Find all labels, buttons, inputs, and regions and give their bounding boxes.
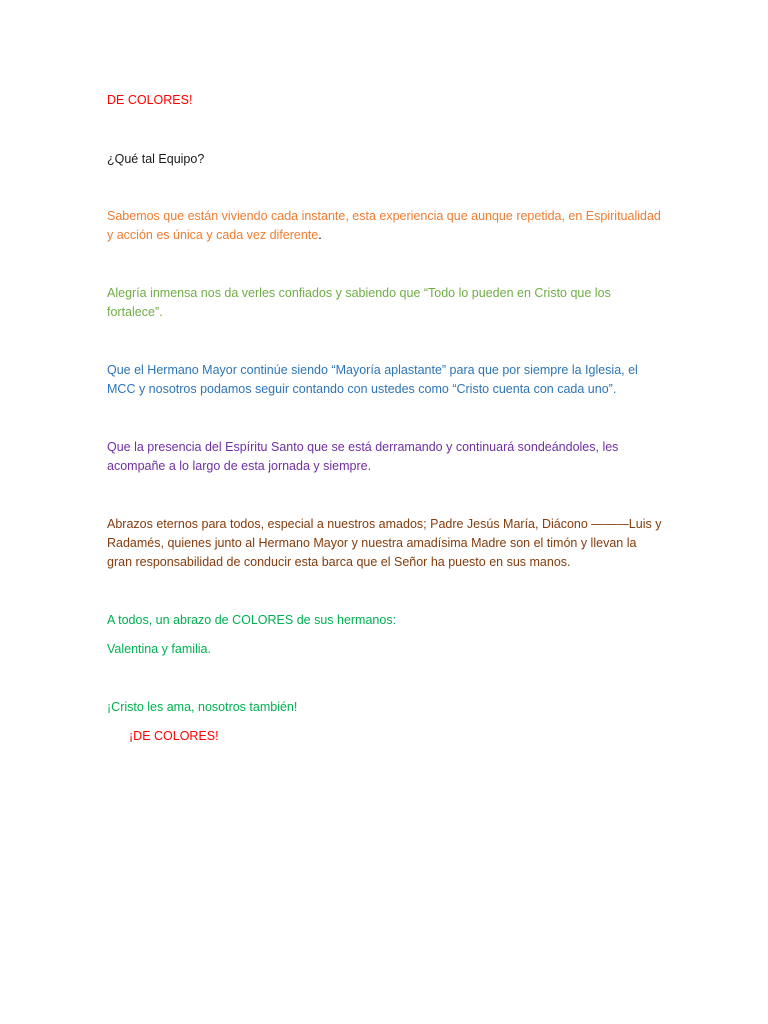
paragraph-hermano-mayor: Que el Hermano Mayor continúe siendo “Mayoría aplastante” para que por siempre la Iglesia, el MCC y nosotros podamos seguir contando con ustedes como “Cristo cuenta con cada uno”. — [107, 363, 638, 396]
paragraph-sabemos — [107, 207, 662, 245]
paragraph-a-todos: A todos, un abrazo de COLORES de sus hermanos: — [107, 613, 397, 627]
paragraph-alegria: Alegría inmensa nos da verles confiados y sabiendo que “Todo lo pueden en Cristo que los fortalece”. — [107, 286, 611, 319]
paragraph-sabemos-period: . — [318, 228, 322, 242]
closing-line: ¡Cristo les ama, nosotros también! — [107, 700, 298, 714]
signature: Valentina y familia. — [107, 642, 211, 656]
greeting: ¿Qué tal Equipo? — [107, 152, 205, 166]
paragraph-abrazos: Abrazos eternos para todos, especial a nuestros amados; Padre Jesús María, Diácono ———Luis y Radamés, quienes junto al Hermano Mayor y nuestra amadísima Madre son el timón y llevan la gran responsabilidad de conducir esta barca que el Señor ha puesto en sus manos. — [107, 517, 662, 569]
closing-heading: ¡DE COLORES! — [129, 729, 219, 743]
paragraph-sabemos-text: Sabemos que están viviendo cada instante, esta experiencia que aunque repetida, en Espiritualidad y acción es única y cada vez diferente — [107, 209, 661, 242]
heading-de-colores: DE COLORES! — [107, 93, 193, 107]
paragraph-espiritu-santo: Que la presencia del Espíritu Santo que se está derramando y continuará sondeándoles, les acompañe a lo largo de esta jornada y siempre. — [107, 440, 619, 473]
